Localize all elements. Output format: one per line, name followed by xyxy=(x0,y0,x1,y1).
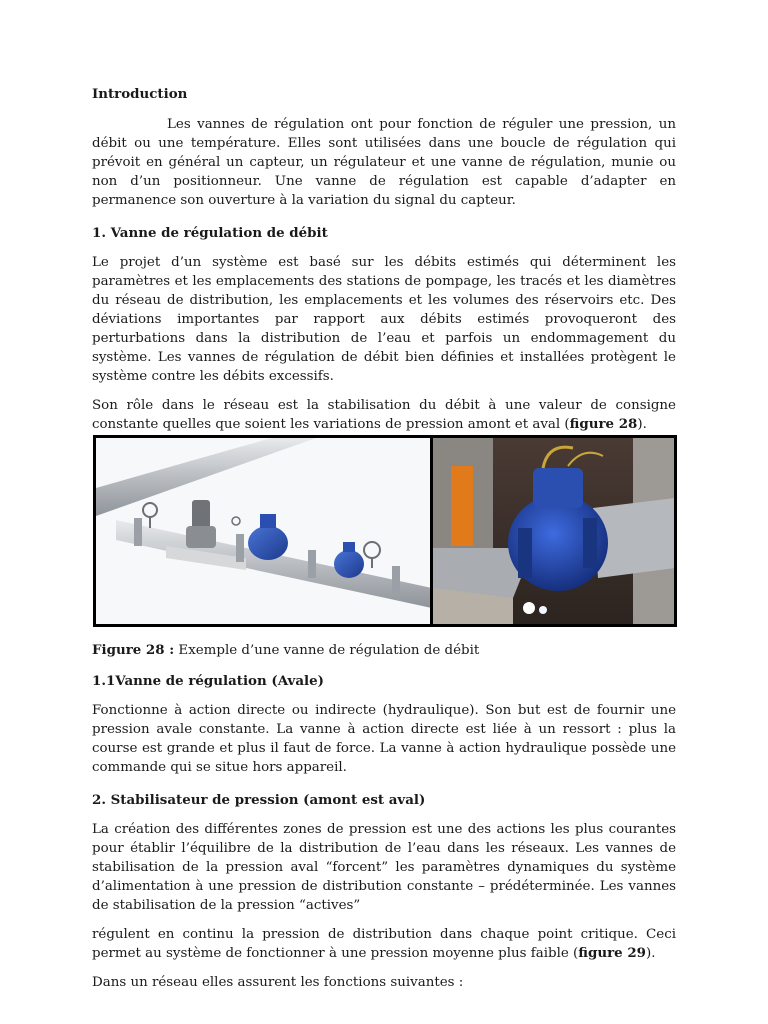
upper-text xyxy=(92,85,676,434)
section1-paragraph1: Le projet d’un système est basé sur les débits estimés qui déterminent les paramètres et les emplacements des stations de pompage, les tracés et les diamètres du réseau de distribution, les emplacements et les volumes des réservoirs etc. Des déviations importantes par rapport aux débits estimés provoqueront des perturbations dans la distribution de l’eau et parfois un endommagement du système. Les vannes de régulation de débit bien définies et installées protègent le système contre les débits excessifs. xyxy=(92,255,676,384)
valve-diagram-illustration xyxy=(96,438,430,624)
figure28-label: Figure 28 : xyxy=(92,642,175,658)
figure28-reference: figure 28 xyxy=(569,416,638,432)
valve-photo-svg xyxy=(433,438,674,624)
valve-photo xyxy=(433,438,674,624)
section1-paragraph2 xyxy=(92,396,676,434)
section2-title: 2. Stabilisateur de pression (amont est aval) xyxy=(92,792,426,808)
figure29-reference: figure 29 xyxy=(578,945,646,961)
section1-title: 1. Vanne de régulation de débit xyxy=(92,225,328,241)
lower-text xyxy=(92,672,676,992)
section2-paragraph2-text: régulent en continu la pression de distribution dans chaque point critique. Ceci permet au système de fonctionner à une pression moyenne plus faible ( xyxy=(92,927,676,961)
section2-paragraph3: Dans un réseau elles assurent les fonctions suivantes : xyxy=(92,975,464,990)
section2-paragraph1: La création des différentes zones de pression est une des actions les plus courantes pour établir l’équilibre de la distribution de l’eau dans les réseaux. Les vannes de stabilisation de la pression aval “forcent” les paramètres dynamiques du système d’alimentation à une pression de distribution constante – prédéterminée. Les vannes de stabilisation de la pression “actives” xyxy=(92,822,676,913)
figure28-image xyxy=(93,435,677,627)
figure28-caption xyxy=(92,641,676,660)
section11-paragraph: Fonctionne à action directe ou indirecte (hydraulique). Son but est de fournir une pression avale constante. La vanne à action directe est liée à un ressort : plus la course est grande et plus il faut de force. La vanne à action hydraulique possède une commande qui se situe hors appareil. xyxy=(92,703,676,775)
intro-title: Introduction xyxy=(92,86,188,102)
section1-paragraph2-text: Son rôle dans le réseau est la stabilisation du débit à une valeur de consigne constante quelles que soient les variations de pression amont et aval ( xyxy=(92,398,676,432)
section11-title: 1.1Vanne de régulation (Avale) xyxy=(92,673,324,689)
intro-paragraph: Les vannes de régulation ont pour fonction de réguler une pression, un débit ou une température. Elles sont utilisées dans une boucle de régulation qui prévoit en général un capteur, un régulateur et une vanne de régulation, munie ou non d’un positionneur. Une vanne de régulation est capable d’adapter en permanence son ouverture à la variation du signal du capteur. xyxy=(92,117,676,208)
figure28-caption-text: Exemple d’une vanne de régulation de débit xyxy=(174,643,480,658)
valve-diagram-svg xyxy=(96,438,430,624)
section1-paragraph2-end: ). xyxy=(637,417,647,432)
section2-paragraph2 xyxy=(92,925,676,963)
section2-paragraph2-end: ). xyxy=(646,946,656,961)
